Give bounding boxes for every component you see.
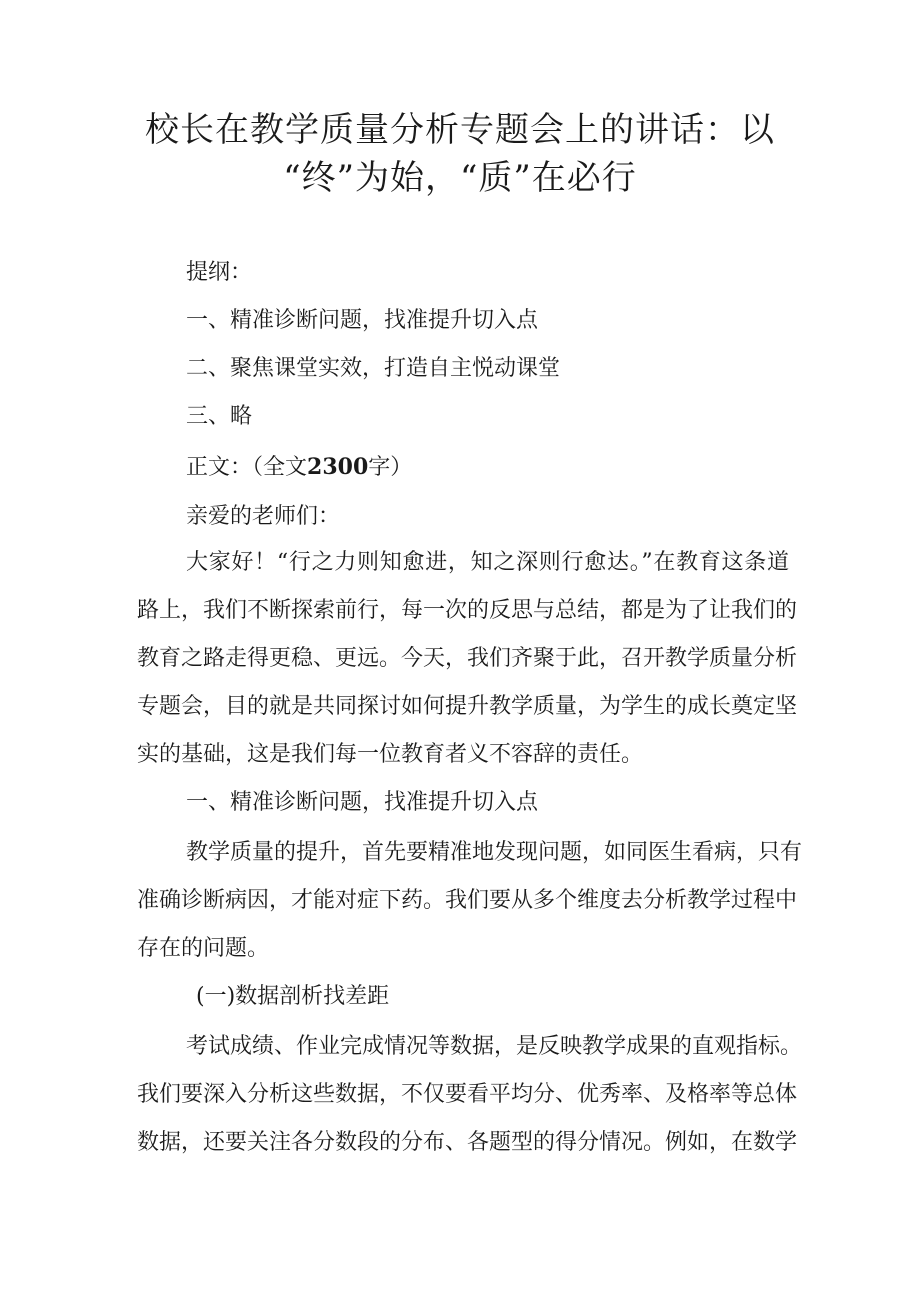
salutation: 亲爱的老师们：	[186, 504, 341, 529]
paragraph-1-line-3: 教育之路走得更稳、更远。今天，我们齐聚于此，召开教学质量分析	[137, 646, 798, 671]
document-title-line-2: “终”为始，“质”在必行	[283, 158, 637, 198]
outline-item-3: 三、略	[186, 404, 253, 429]
outline-item-2: 二、聚焦课堂实效，打造自主悦动课堂	[186, 356, 561, 381]
outline-label: 提纲：	[186, 260, 253, 285]
section-1-heading: 一、精准诊断问题，找准提升切入点	[186, 790, 539, 815]
word-count-suffix: 字）	[368, 455, 413, 480]
paragraph-2-line-1: 教学质量的提升，首先要精准地发现问题，如同医生看病，只有	[186, 840, 803, 865]
paragraph-3-line-1: 考试成绩、作业完成情况等数据，是反映教学成果的直观指标。	[186, 1034, 803, 1059]
paragraph-2-line-3: 存在的问题。	[137, 936, 270, 961]
word-count-number: 2300	[307, 454, 369, 480]
paragraph-1-line-4: 专题会，目的就是共同探讨如何提升教学质量，为学生的成长奠定坚	[137, 694, 798, 719]
word-count-prefix: 正文：（全文	[186, 455, 308, 480]
paragraph-1-line-1: 大家好！“行之力则知愈进，知之深则行愈达。”在教育这条道	[186, 550, 789, 575]
outline-item-1: 一、精准诊断问题，找准提升切入点	[186, 308, 539, 333]
document-title-line-1: 校长在教学质量分析专题会上的讲话：以	[145, 110, 775, 150]
paragraph-2-line-2: 准确诊断病因，才能对症下药。我们要从多个维度去分析教学过程中	[137, 888, 798, 913]
paragraph-1-line-2: 路上，我们不断探索前行，每一次的反思与总结，都是为了让我们的	[137, 598, 798, 623]
paragraph-3-line-2: 我们要深入分析这些数据，不仅要看平均分、优秀率、及格率等总体	[137, 1082, 798, 1107]
paragraph-3-line-3: 数据，还要关注各分数段的分布、各题型的得分情况。例如，在数学	[137, 1130, 798, 1155]
paragraph-1-line-5: 实的基础，这是我们每一位教育者义不容辞的责任。	[137, 742, 644, 767]
body-word-count-note	[186, 452, 412, 483]
subsection-1-heading: (一)数据剖析找差距	[196, 984, 390, 1009]
